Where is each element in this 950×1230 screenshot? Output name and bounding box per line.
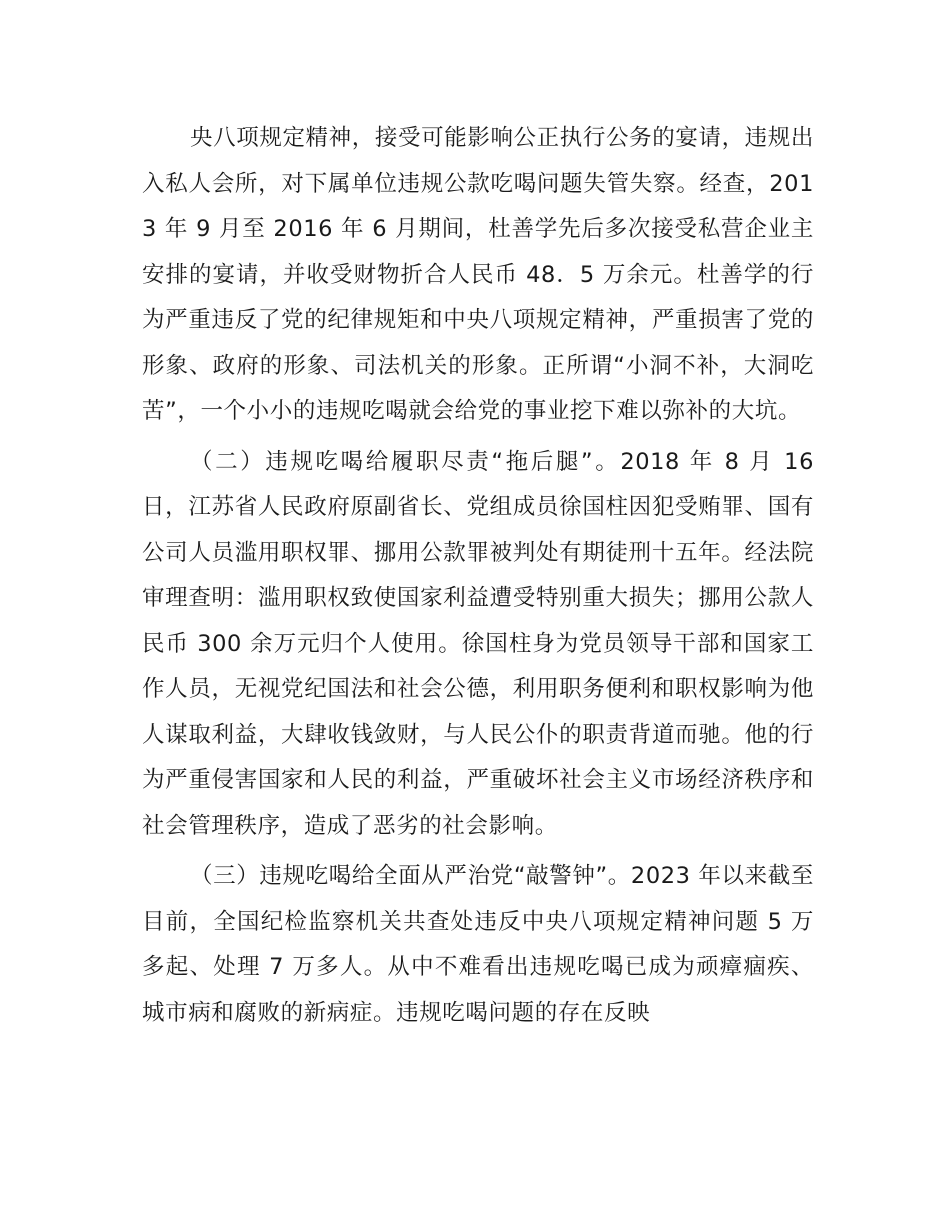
- paragraph-3: （三）违规吃喝给全面从严治党“敲警钟”。2023 年以来截至目前，全国纪检监察机关共查处违反中央八项规定精神问题 5 万多起、处理 7 万多人。从中不难看出违规吃喝已成为顽瘴痼疾、城市病和腐败的新病症。违规吃喝问题的存在反映: [142, 863, 814, 1026]
- paragraph-2: （二）违规吃喝给履职尽责“拖后腿”。2018 年 8 月 16 日，江苏省人民政府原副省长、党组成员徐国柱因犯受贿罪、国有公司人员滥用职权罪、挪用公款罪被判处有期徒刑十五年。经法院审理查明：滥用职权致使国家利益遭受特别重大损失；挪用公款人民币 300 余万元归个人使用。徐国柱身为党员领导干部和国家工作人员，无视党纪国法和社会公德，利用职务便利和职权影响为他人谋取利益，大肆收钱敛财，与人民公仆的职责背道而驰。他的行为严重侵害国家和人民的利益，严重破坏社会主义市场经济秩序和社会管理秩序，造成了恶劣的社会影响。: [142, 448, 814, 839]
- paragraph-1: 央八项规定精神，接受可能影响公正执行公务的宴请，违规出入私人会所，对下属单位违规公款吃喝问题失管失察。经查，2013 年 9 月至 2016 年 6 月期间，杜善学先后多次接受私营企业主安排的宴请，并收受财物折合人民币 48．5 万余元。杜善学的行为严重违反了党的纪律规矩和中央八项规定精神，严重损害了党的形象、政府的形象、司法机关的形象。正所谓“小洞不补，大洞吃苦”，一个小小的违规吃喝就会给党的事业挖下难以弥补的大坑。: [142, 125, 814, 424]
- document-body: [142, 116, 814, 1041]
